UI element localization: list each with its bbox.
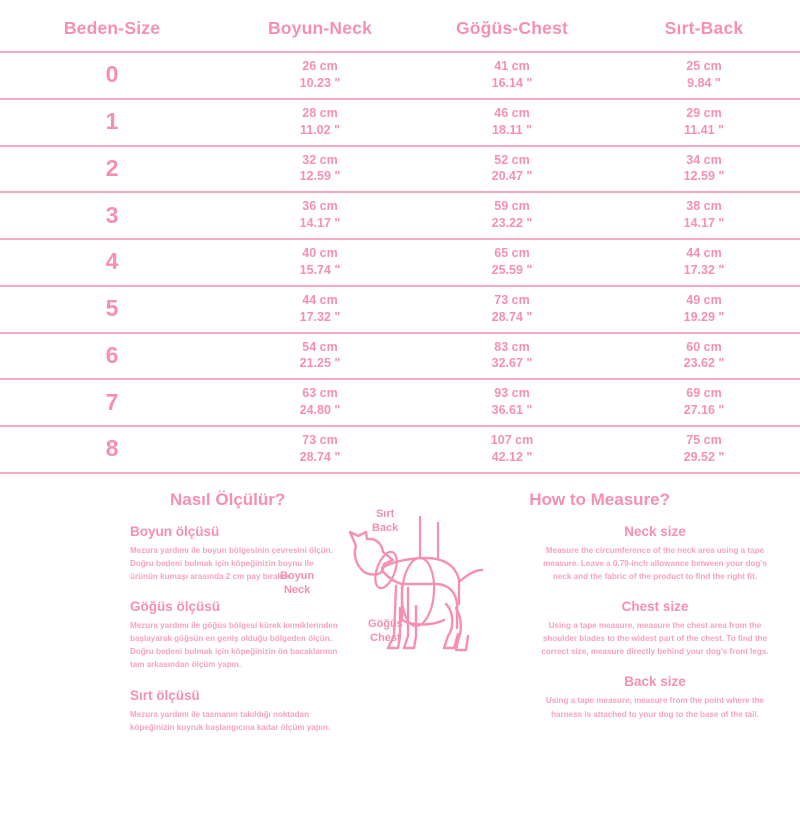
- neck-cm: 26 cm: [302, 59, 338, 73]
- instruction-body-neck-tr: Mezura yardımı ile boyun bölgesinin çevresini ölçün. Doğru bedeni bulmak için köpeğinizin boynu ile ürünün kumaşı arasında 2 cm pay bırakın.: [130, 545, 333, 581]
- diagram-label-back: [372, 508, 398, 536]
- cell-size: 2: [105, 154, 119, 181]
- back-in: 27.16 ": [683, 403, 725, 418]
- table-row: [0, 52, 800, 99]
- neck-cm: 28 cm: [302, 105, 338, 120]
- cell-size: 5: [105, 295, 119, 322]
- cell-chest: [416, 99, 608, 146]
- chest-in: 16.14 ": [491, 75, 533, 90]
- instruction-block-back-tr: [130, 688, 340, 734]
- table-row: [0, 333, 800, 380]
- instruction-block-chest-en: [540, 599, 770, 658]
- cell-chest: [416, 379, 608, 426]
- cell-size: 1: [105, 108, 119, 135]
- cell-back: [608, 379, 800, 426]
- cell-chest: [416, 286, 608, 333]
- instruction-body-back-tr: Mezura yardımı ile tasmanın takıldığı noktadan köpeğinizin kuyruk başlangıcına kadar ölçüm yapın.: [130, 709, 331, 732]
- neck-in: 15.74 ": [299, 262, 341, 277]
- column-header-chest: Göğüs-Chest: [455, 18, 569, 38]
- how-to-measure-section: [0, 490, 800, 820]
- diagram-label-back-tr: Sırt: [375, 507, 395, 520]
- chest-cm: 83 cm: [494, 339, 530, 354]
- heading-turkish: Nasıl Ölçülür?: [170, 489, 286, 509]
- instruction-block-back-en: [540, 674, 770, 720]
- chest-in: 28.74 ": [491, 309, 533, 324]
- table-body: [0, 52, 800, 473]
- cell-neck: [224, 426, 416, 473]
- table-row: [0, 286, 800, 333]
- back-in: 14.17 ": [683, 216, 725, 231]
- back-in: 19.29 ": [683, 309, 725, 324]
- neck-in: 10.23 ": [299, 75, 341, 90]
- instruction-block-neck-en: [540, 524, 770, 583]
- dog-outline-icon: [320, 508, 500, 688]
- back-cm: 38 cm: [686, 199, 722, 214]
- table-row: [0, 99, 800, 146]
- size-table: [0, 14, 800, 474]
- back-cm: 44 cm: [686, 246, 722, 260]
- instruction-title-chest-en: Chest size: [621, 599, 689, 615]
- english-instructions: [540, 524, 800, 750]
- neck-cm: 63 cm: [302, 386, 338, 401]
- diagram-label-neck-en: Neck: [283, 583, 311, 596]
- cell-neck: [224, 192, 416, 239]
- back-cm: 49 cm: [686, 292, 722, 307]
- diagram-label-chest-en: Chest: [370, 631, 401, 644]
- how-to-measure-headings: [0, 490, 800, 510]
- cell-chest: [416, 192, 608, 239]
- table-row: [0, 192, 800, 239]
- chest-in: 36.61 ": [491, 403, 533, 418]
- instruction-title-chest-tr: Göğüs ölçüsü: [130, 599, 221, 615]
- diagram-label-chest: [368, 618, 403, 646]
- column-header-neck: Boyun-Neck: [267, 18, 373, 38]
- table-row: [0, 426, 800, 473]
- chest-in: 32.67 ": [491, 356, 533, 371]
- table-header-row: [0, 14, 800, 52]
- cell-back: [608, 239, 800, 286]
- cell-neck: [224, 146, 416, 193]
- cell-neck: [224, 286, 416, 333]
- diagram-label-neck: [280, 570, 314, 598]
- cell-neck: [224, 99, 416, 146]
- cell-size: 8: [105, 435, 119, 462]
- back-cm: 75 cm: [686, 433, 722, 447]
- neck-cm: 40 cm: [302, 246, 338, 260]
- cell-back: [608, 192, 800, 239]
- chest-cm: 107 cm: [490, 433, 534, 447]
- chest-cm: 73 cm: [494, 292, 530, 307]
- cell-neck: [224, 379, 416, 426]
- neck-in: 24.80 ": [299, 403, 341, 418]
- instruction-body-neck-en: Measure the circumference of the neck area using a tape measure. Leave a 0.79-inch allowance between your dog's neck and the fabric of the product to find the right fit.: [543, 545, 767, 581]
- back-cm: 69 cm: [686, 386, 722, 401]
- neck-in: 14.17 ": [299, 216, 341, 231]
- back-in: 23.62 ": [683, 356, 725, 371]
- instruction-body-back-en: Using a tape measure, measure from the point where the harness is attached to your dog to the base of the tail.: [545, 696, 765, 719]
- back-in: 29.52 ": [683, 449, 725, 464]
- chest-in: 23.22 ": [491, 216, 533, 231]
- cell-back: [608, 52, 800, 99]
- column-header-back: Sırt-Back: [664, 18, 744, 38]
- neck-in: 12.59 ": [299, 169, 341, 184]
- neck-in: 11.02 ": [300, 122, 340, 137]
- neck-cm: 44 cm: [302, 292, 338, 307]
- chest-cm: 52 cm: [494, 152, 530, 167]
- cell-back: [608, 426, 800, 473]
- instruction-title-back-en: Back size: [624, 674, 686, 690]
- cell-neck: [224, 52, 416, 99]
- heading-english: How to Measure?: [529, 489, 670, 509]
- table-row: [0, 146, 800, 193]
- back-cm: 34 cm: [686, 152, 722, 167]
- back-in: 9.84 ": [687, 75, 721, 90]
- back-cm: 29 cm: [686, 105, 722, 120]
- column-header-size: Beden-Size: [63, 18, 161, 38]
- cell-chest: [416, 333, 608, 380]
- cell-back: [608, 286, 800, 333]
- neck-cm: 54 cm: [302, 339, 338, 354]
- instruction-title-neck-en: Neck size: [624, 523, 686, 539]
- cell-back: [608, 99, 800, 146]
- chest-cm: 59 cm: [494, 199, 530, 214]
- cell-size: 4: [105, 248, 119, 275]
- instruction-title-neck-tr: Boyun ölçüsü: [130, 523, 220, 539]
- cell-chest: [416, 426, 608, 473]
- chest-in: 42.12 ": [491, 449, 533, 464]
- neck-cm: 73 cm: [302, 433, 338, 447]
- size-chart-page: [0, 14, 800, 814]
- chest-in: 20.47 ": [491, 169, 533, 184]
- turkish-instructions: [0, 524, 340, 750]
- neck-in: 21.25 ": [299, 356, 341, 371]
- diagram-label-chest-tr: Göğüs: [368, 617, 403, 630]
- back-in: 17.32 ": [683, 262, 725, 277]
- cell-size: 3: [105, 201, 119, 228]
- cell-chest: [416, 239, 608, 286]
- back-in: 11.41 ": [684, 122, 724, 137]
- back-cm: 25 cm: [686, 59, 722, 73]
- cell-neck: [224, 239, 416, 286]
- instruction-body-chest-en: Using a tape measure, measure the chest area from the shoulder blades to the widest part of the chest. To find the correct size, measure directly behind your dog's front legs.: [541, 621, 769, 657]
- neck-cm: 36 cm: [302, 199, 338, 214]
- diagram-label-neck-tr: Boyun: [280, 569, 315, 582]
- neck-in: 28.74 ": [299, 449, 341, 464]
- instruction-block-chest-tr: [130, 599, 340, 671]
- chest-in: 18.11 ": [492, 122, 532, 137]
- table-header: [0, 14, 800, 52]
- cell-size: 7: [105, 388, 119, 415]
- table-row: [0, 239, 800, 286]
- cell-size: 6: [105, 341, 119, 368]
- cell-back: [608, 333, 800, 380]
- cell-chest: [416, 146, 608, 193]
- table-row: [0, 379, 800, 426]
- back-in: 12.59 ": [683, 169, 725, 184]
- chest-in: 25.59 ": [491, 262, 533, 277]
- diagram-label-back-en: Back: [372, 521, 399, 534]
- dog-measurement-diagram: [280, 507, 500, 688]
- cell-neck: [224, 333, 416, 380]
- neck-cm: 32 cm: [302, 152, 338, 167]
- chest-cm: 65 cm: [494, 246, 530, 260]
- chest-cm: 41 cm: [494, 59, 530, 73]
- instruction-body-chest-tr: Mezura yardımı ile göğüs bölgesi kürek kemiklerinden başlayarak göğsün en geniş olduğu bölgeden ölçün. Doğru bedeni bulmak için köpeğinizin ön bacaklarının tam arkasından ölçüm yapın.: [130, 621, 338, 670]
- chest-cm: 93 cm: [494, 386, 530, 401]
- neck-in: 17.32 ": [299, 309, 341, 324]
- cell-chest: [416, 52, 608, 99]
- instruction-title-back-tr: Sırt ölçüsü: [130, 687, 200, 703]
- chest-cm: 46 cm: [494, 105, 530, 120]
- cell-size: 0: [105, 61, 119, 88]
- cell-back: [608, 146, 800, 193]
- back-cm: 60 cm: [686, 339, 722, 354]
